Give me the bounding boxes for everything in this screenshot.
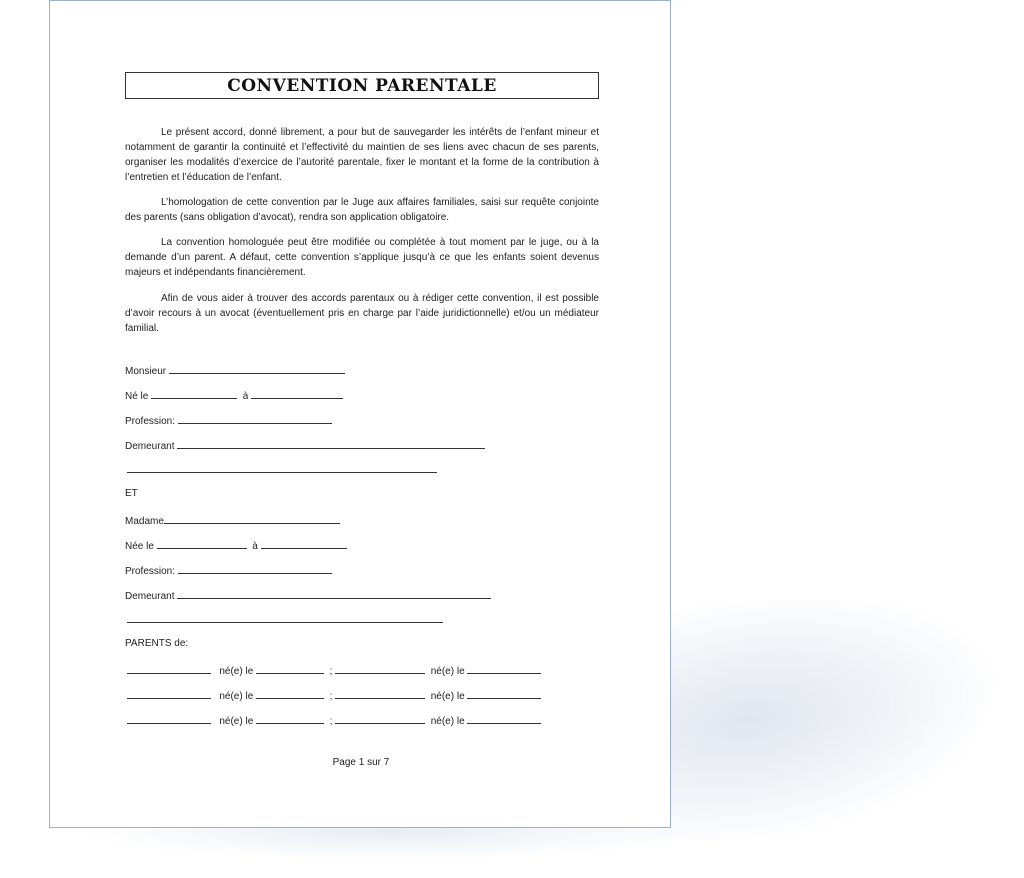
father-birthdate-blank[interactable] bbox=[151, 388, 237, 399]
mother-profession-field bbox=[125, 563, 332, 578]
child-name-blank[interactable] bbox=[335, 713, 425, 724]
father-address-blank[interactable] bbox=[177, 438, 485, 449]
father-profession-blank[interactable] bbox=[178, 413, 332, 424]
child-row bbox=[127, 663, 541, 678]
mother-a-label: à bbox=[252, 541, 258, 552]
mother-profession-blank[interactable] bbox=[178, 563, 332, 574]
child-ne-le-label: né(e) le bbox=[219, 691, 254, 702]
parents-de-label: PARENTS de: bbox=[125, 638, 189, 649]
madame-field bbox=[125, 513, 340, 528]
mother-address-line-2[interactable] bbox=[127, 622, 443, 623]
document-page bbox=[49, 0, 671, 828]
mother-birth-field bbox=[125, 538, 347, 553]
paragraph-1: Le présent accord, donné librement, a pour but de sauvegarder les intérêts de l’enfant mineur et notamment de garantir la continuité et l’effectivité du maintien de ses liens avec chacun de ses parents, organiser les modalités d’exercice de l’autorité parentale, fixer le montant et la forme de la contribution à l’entretien et l’éducation de l’enfant. bbox=[125, 127, 599, 183]
mother-birthdate-blank[interactable] bbox=[157, 538, 247, 549]
nee-le-label: Née le bbox=[125, 541, 154, 552]
child-birthdate-blank[interactable] bbox=[256, 713, 324, 724]
father-demeurant-label: Demeurant bbox=[125, 441, 175, 452]
ne-le-label: Né le bbox=[125, 391, 149, 402]
child-birthdate-blank[interactable] bbox=[256, 663, 324, 674]
paragraph-2: L’homologation de cette convention par le Juge aux affaires familiales, saisi sur requête conjointe des parents (sans obligation d’avocat), rendra son application obligatoire. bbox=[125, 197, 599, 223]
row-separator: ; bbox=[329, 691, 333, 702]
father-a-label: à bbox=[242, 391, 249, 402]
child-row bbox=[127, 688, 541, 703]
madame-blank[interactable] bbox=[164, 513, 340, 524]
madame-label: Madame bbox=[125, 516, 164, 527]
father-address-line-2[interactable] bbox=[127, 472, 437, 473]
mother-address-field bbox=[125, 588, 491, 603]
child-ne-le-label: né(e) le bbox=[430, 666, 465, 677]
father-birthplace-blank[interactable] bbox=[251, 388, 343, 399]
father-profession-field bbox=[125, 413, 332, 428]
mother-profession-label: Profession: bbox=[125, 566, 176, 577]
child-birthdate-blank[interactable] bbox=[256, 688, 324, 699]
monsieur-label: Monsieur bbox=[125, 366, 167, 377]
father-address-field bbox=[125, 438, 485, 453]
child-birthdate-blank[interactable] bbox=[467, 713, 541, 724]
father-birth-field bbox=[125, 388, 343, 403]
child-name-blank[interactable] bbox=[127, 688, 211, 699]
mother-birthplace-blank[interactable] bbox=[261, 538, 347, 549]
mother-demeurant-label: Demeurant bbox=[125, 591, 175, 602]
title-box bbox=[125, 72, 599, 99]
child-ne-le-label: né(e) le bbox=[430, 691, 465, 702]
monsieur-field bbox=[125, 363, 345, 378]
et-label: ET bbox=[125, 488, 138, 499]
child-birthdate-blank[interactable] bbox=[467, 663, 541, 674]
child-row bbox=[127, 713, 541, 728]
row-separator: ; bbox=[329, 716, 333, 727]
child-name-blank[interactable] bbox=[127, 663, 211, 674]
child-name-blank[interactable] bbox=[335, 663, 425, 674]
child-name-blank[interactable] bbox=[335, 688, 425, 699]
child-name-blank[interactable] bbox=[127, 713, 211, 724]
row-separator: ; bbox=[329, 666, 333, 677]
child-ne-le-label: né(e) le bbox=[219, 716, 254, 727]
page-footer: Page 1 sur 7 bbox=[332, 757, 390, 768]
paragraph-4: Afin de vous aider à trouver des accords parentaux ou à rédiger cette convention, il est possible d’avoir recours à un avocat (éventuellement pris en charge par l’aide juridictionnelle) et/ou un médiateur familial. bbox=[125, 293, 599, 334]
child-birthdate-blank[interactable] bbox=[467, 688, 541, 699]
child-ne-le-label: né(e) le bbox=[219, 666, 254, 677]
paragraph-3: La convention homologuée peut être modifiée ou complétée à tout moment par le juge, ou à la demande d’un parent. A défaut, cette convention s’applique jusqu’à ce que les enfants soient devenus majeurs et indépendants financièrement. bbox=[125, 237, 599, 278]
monsieur-blank[interactable] bbox=[169, 363, 345, 374]
mother-address-blank[interactable] bbox=[177, 588, 491, 599]
document-title: CONVENTION PARENTALE bbox=[227, 75, 497, 96]
child-ne-le-label: né(e) le bbox=[430, 716, 465, 727]
father-profession-label: Profession: bbox=[125, 416, 176, 427]
